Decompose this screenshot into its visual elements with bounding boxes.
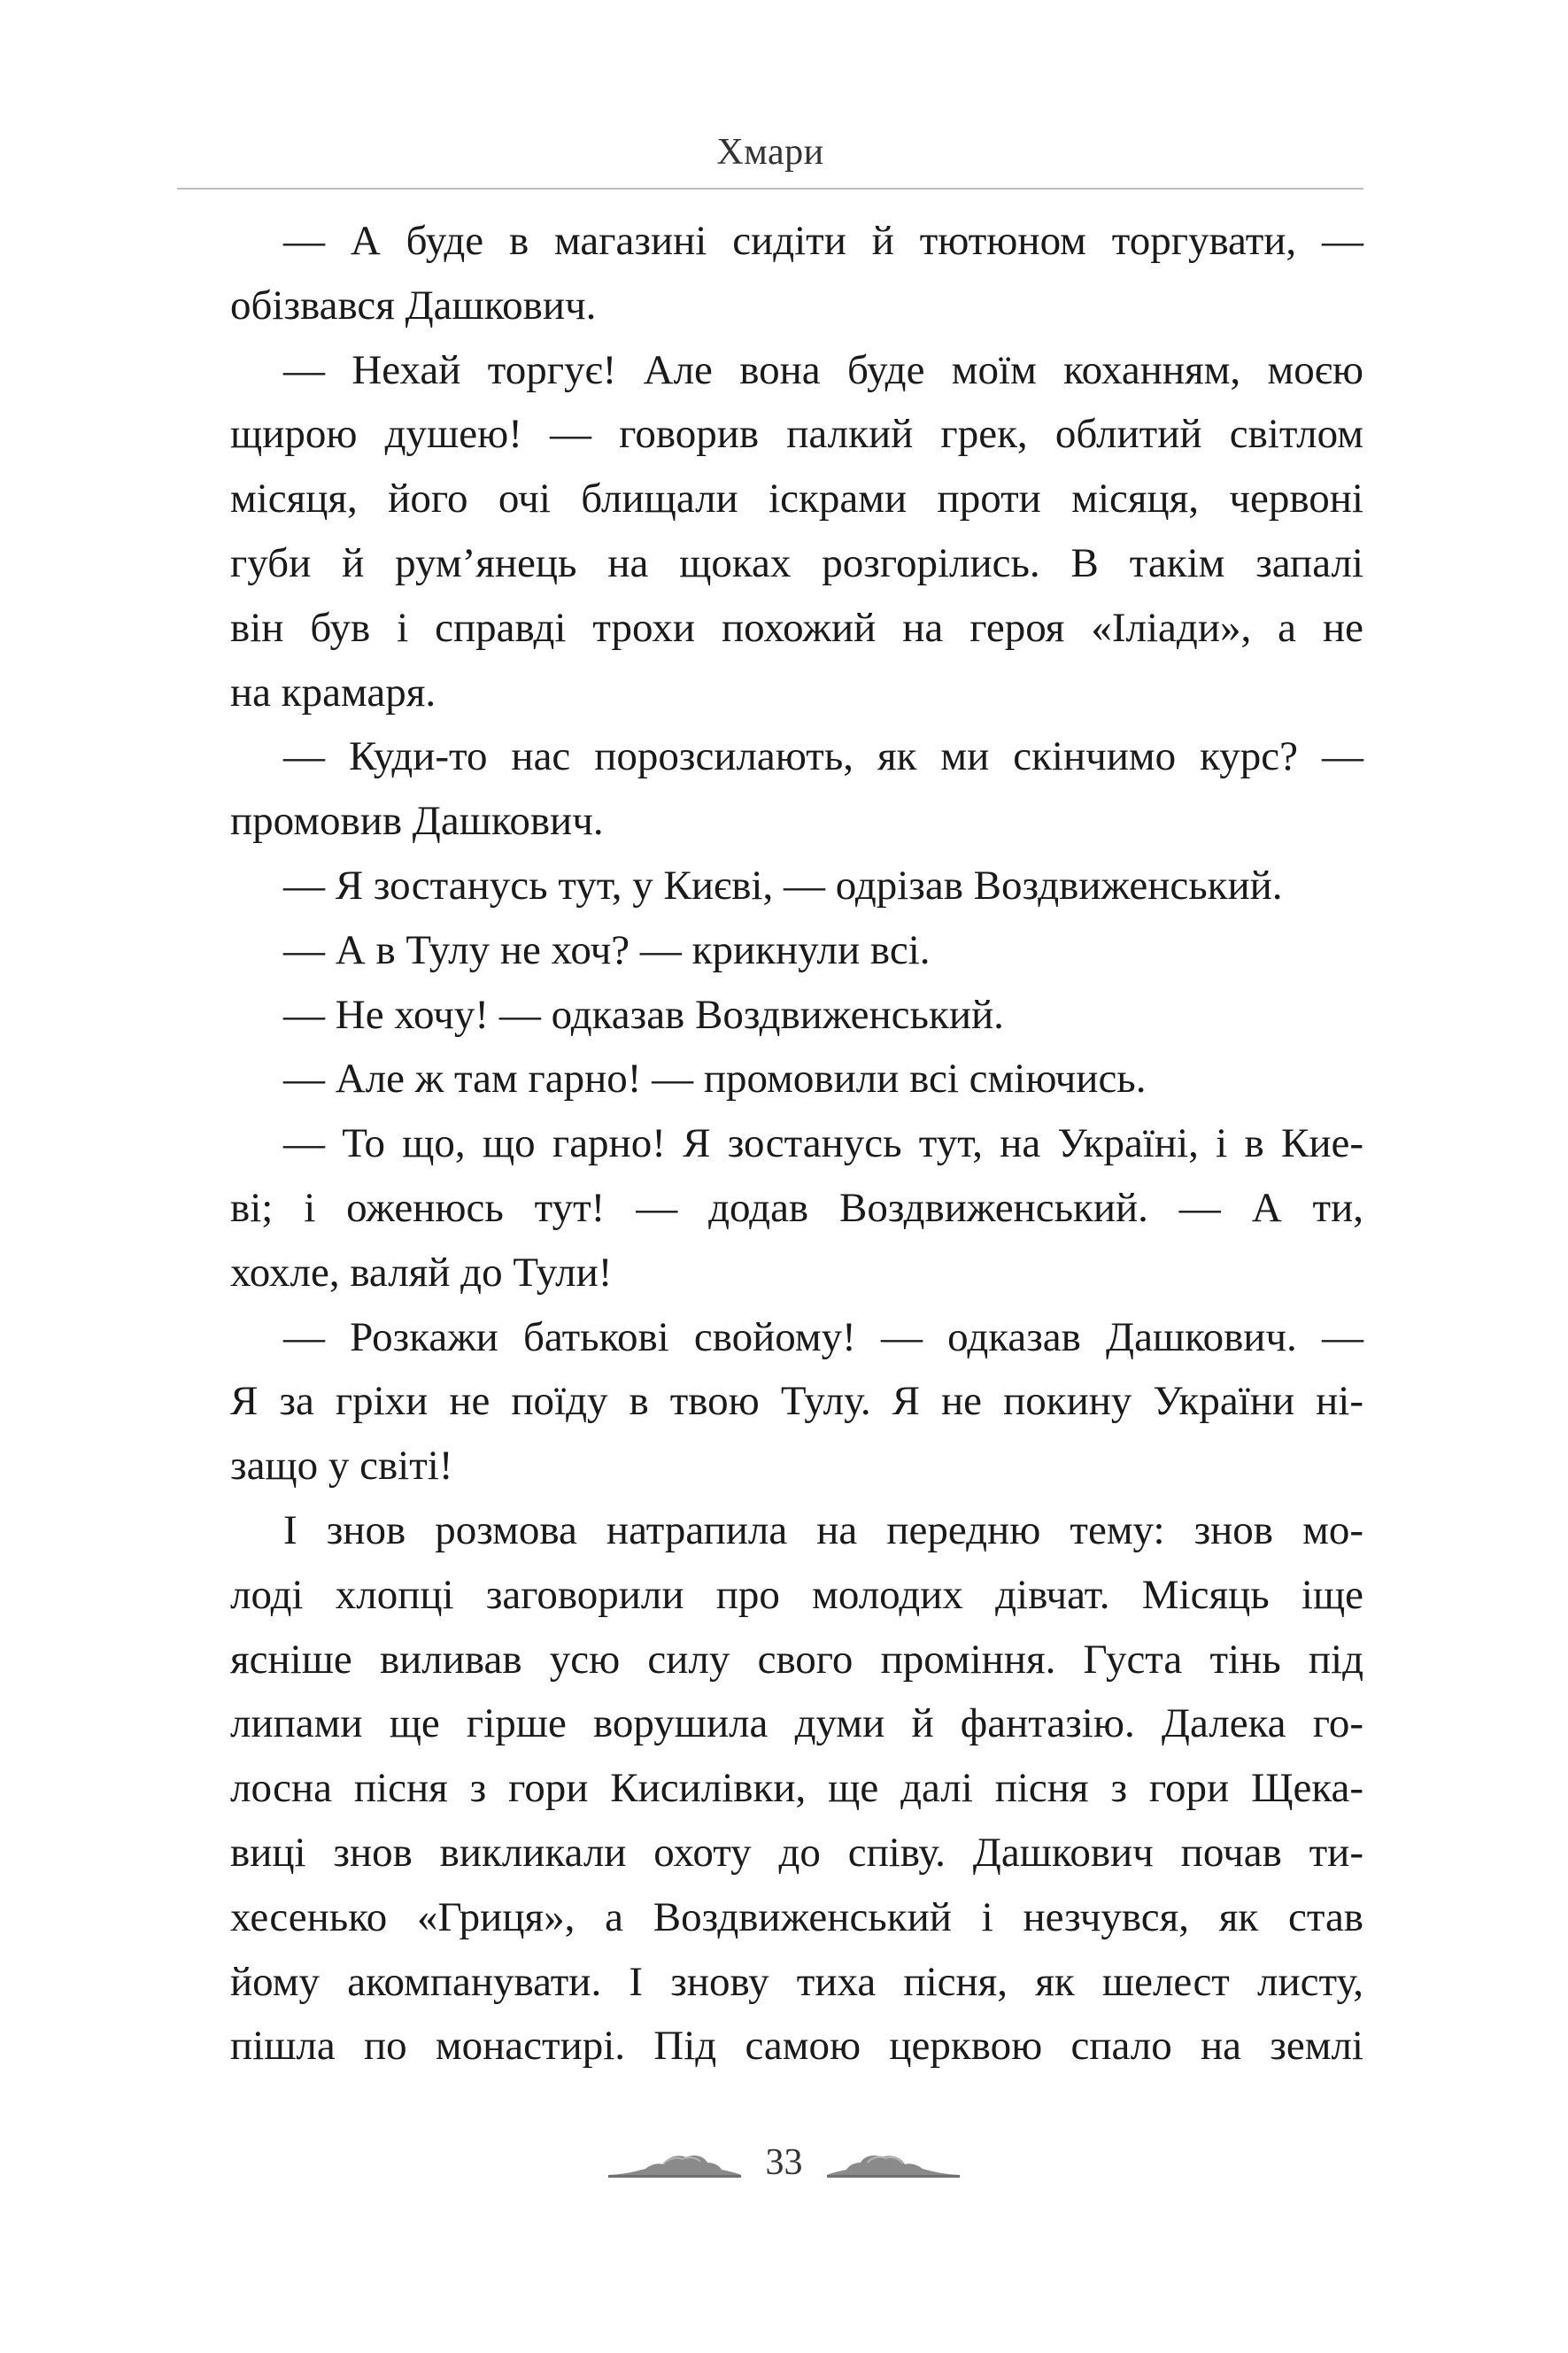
- text-line: — А буде в магазині сидіти й тютюном торгувати, —: [283, 218, 1363, 264]
- page-footer: [0, 2141, 1568, 2194]
- text-line: Я за гріхи не поїду в твою Тулу. Я не покину України ні-: [230, 1378, 1363, 1425]
- text-line: липами ще гірше ворушила думи й фантазію. Далека го-: [230, 1700, 1363, 1747]
- text-line: лосна пісня з гори Кисилівки, ще далі пісня з гори Щека-: [230, 1765, 1363, 1812]
- text-line: хесенько «Гриця», а Воздвиженський і незчувся, як став: [230, 1893, 1363, 1940]
- paragraph: [177, 724, 1363, 854]
- text-line: — Я зостанусь тут, у Києві, — одрізав Воздвиженський.: [283, 862, 1283, 909]
- header-rule: [177, 188, 1363, 190]
- text-line: — Не хочу! — одказав Воздвиженський.: [283, 991, 1004, 1038]
- text-line: губи й рум’янець на щоках розгорілись. В такім запалі: [230, 539, 1363, 586]
- running-head: Хмари: [716, 132, 824, 173]
- page-number: 33: [765, 2142, 803, 2183]
- text-line: він був і справді трохи похожий на героя «Іліади», а не: [230, 604, 1363, 651]
- paragraph: [177, 338, 1363, 725]
- cloud-ornament-icon: [827, 2145, 960, 2180]
- text-line: — Нехай торгує! Але вона буде моїм коханням, моєю: [283, 346, 1363, 393]
- text-line: виці знов викликали охоту до співу. Дашкович почав ти-: [230, 1829, 1363, 1876]
- text-line: — То що, що гарно! Я зостанусь тут, на Україні, і в Кие-: [283, 1120, 1363, 1167]
- text-line: ясніше виливав усю силу свого проміння. Густа тінь під: [230, 1636, 1363, 1683]
- text-line: — Розкажи батькові свойому! — одказав Дашкович. —: [283, 1313, 1363, 1360]
- text-line: хохле, валяй до Тули!: [230, 1249, 613, 1296]
- paragraph: [177, 983, 1363, 1048]
- text-line: йому акомпанувати. І знову тиха пісня, як шелест листу,: [230, 1958, 1363, 2005]
- text-line: пішла по монастирі. Під самою церквою спало на землі: [230, 2023, 1363, 2070]
- paragraph: [177, 1498, 1363, 2078]
- paragraph: [177, 854, 1363, 918]
- body-text: [177, 209, 1363, 2078]
- text-line: щирою душею! — говорив палкий грек, облитий світлом: [230, 411, 1363, 458]
- text-line: — А в Тулу не хоч? — крикнули всі.: [283, 926, 931, 973]
- text-line: на крамаря.: [230, 669, 436, 716]
- text-line: І знов розмова натрапила на передню тему: знов мо-: [283, 1506, 1363, 1553]
- text-line: ві; і оженюсь тут! — додав Воздвиженський. — А ти,: [230, 1184, 1363, 1231]
- text-line: промовив Дашкович.: [230, 798, 604, 845]
- text-line: місяця, його очі блищали іскрами проти місяця, червоні: [230, 476, 1363, 522]
- text-line: защо у світі!: [230, 1443, 453, 1490]
- text-line: — Куди-то нас порозсилають, як ми скінчимо курс? —: [283, 733, 1363, 780]
- paragraph: [177, 918, 1363, 983]
- cloud-ornament-icon: [608, 2145, 741, 2180]
- paragraph: [177, 1111, 1363, 1304]
- paragraph: [177, 1305, 1363, 1498]
- text-line: — Але ж там гарно! — промовили всі сміючись.: [283, 1056, 1147, 1103]
- text-line: лоді хлопці заговорили про молодих дівчат. Місяць іще: [230, 1571, 1363, 1618]
- paragraph: [177, 209, 1363, 338]
- paragraph: [177, 1047, 1363, 1111]
- text-line: обізвався Дашкович.: [230, 282, 597, 329]
